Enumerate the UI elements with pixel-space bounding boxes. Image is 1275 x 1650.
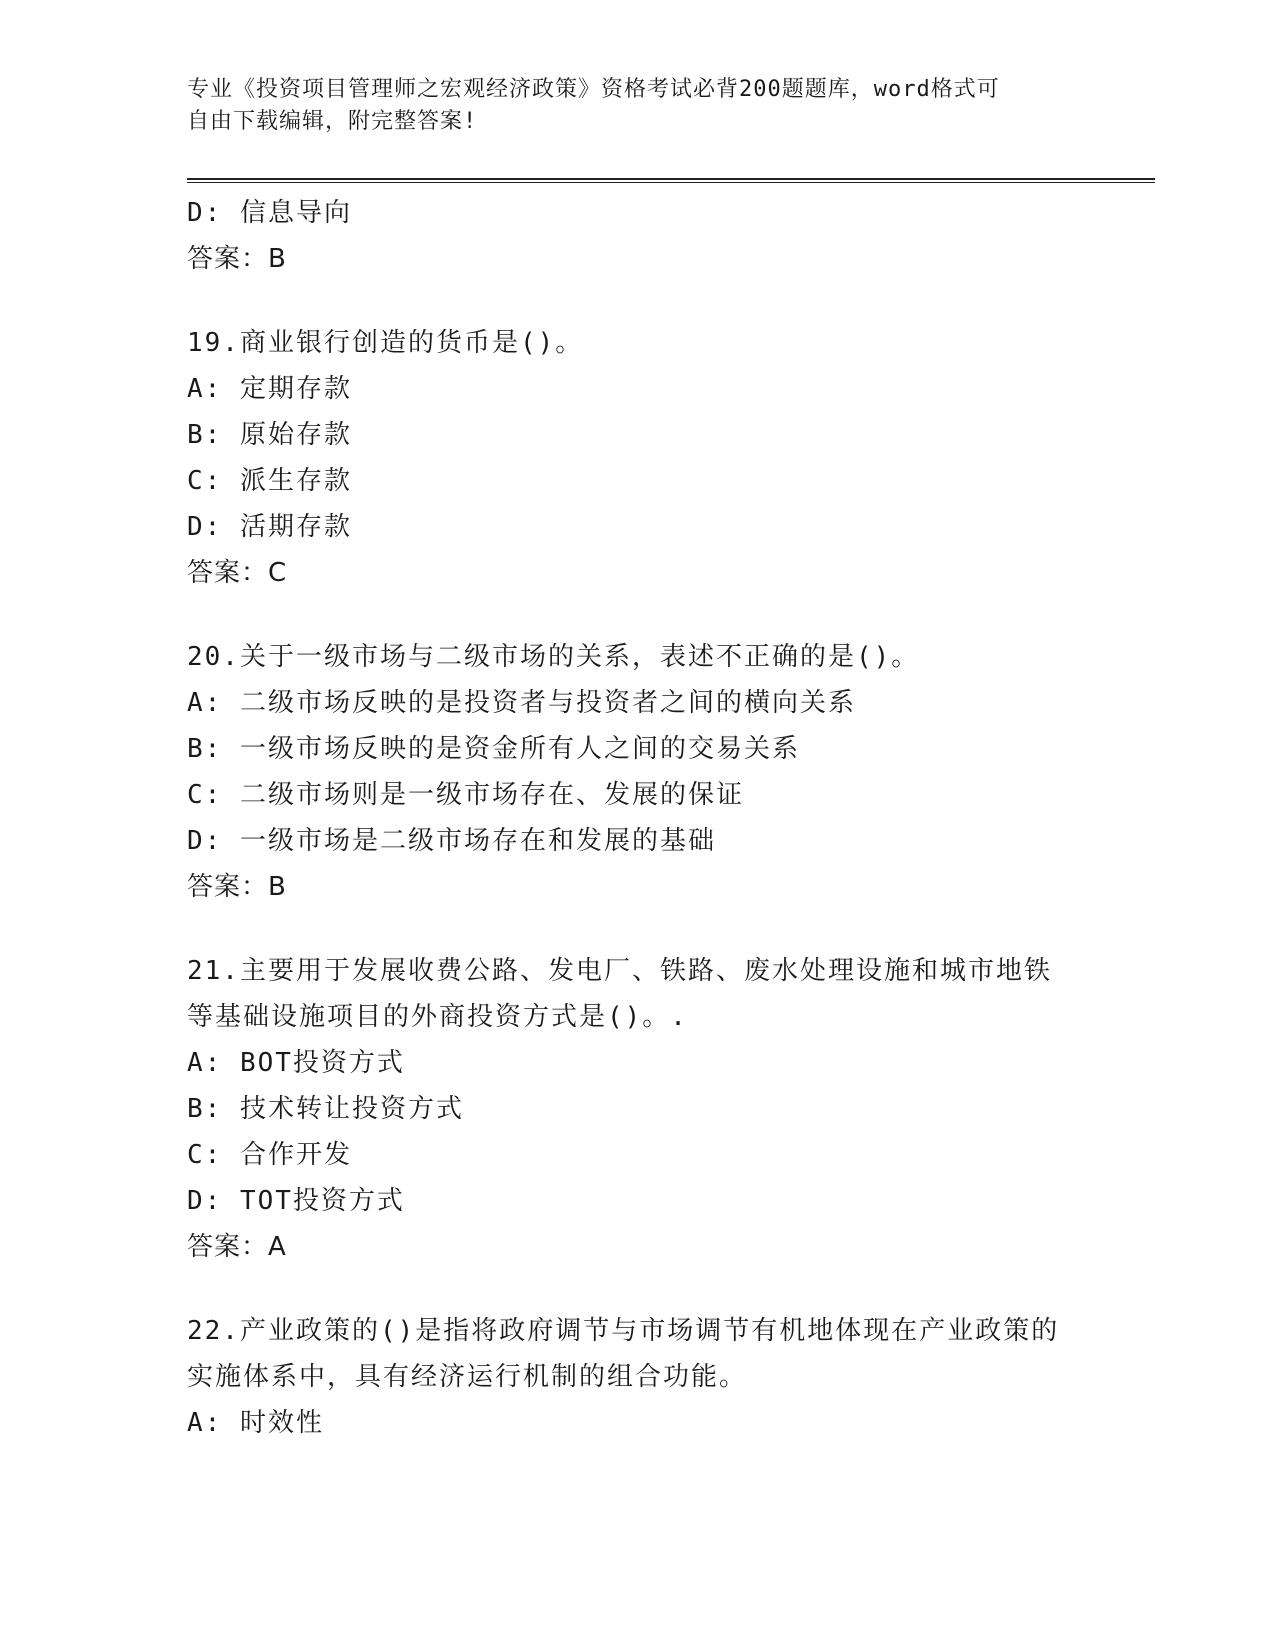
option-a: A: 时效性 bbox=[187, 1408, 324, 1438]
option-b: B: 一级市场反映的是资金所有人之间的交易关系 bbox=[187, 734, 800, 764]
question-block-21 bbox=[187, 948, 1087, 1270]
option-c: C: 二级市场则是一级市场存在、发展的保证 bbox=[187, 780, 744, 810]
header-divider bbox=[187, 178, 1155, 183]
question-stem-line-1: 21.主要用于发展收费公路、发电厂、铁路、废水处理设施和城市地铁 bbox=[187, 956, 1052, 986]
option-c: C: 合作开发 bbox=[187, 1140, 352, 1170]
question-stem-line-1: 22.产业政策的()是指将政府调节与市场调节有机地体现在产业政策的 bbox=[187, 1316, 1060, 1346]
document-body bbox=[187, 190, 1087, 1446]
question-block-19 bbox=[187, 320, 1087, 596]
option-b: B: 技术转让投资方式 bbox=[187, 1094, 464, 1124]
answer-label: 答案：B bbox=[187, 872, 287, 902]
question-stem: 19.商业银行创造的货币是()。 bbox=[187, 328, 584, 358]
option-a: A: BOT投资方式 bbox=[187, 1048, 405, 1078]
question-block-22 bbox=[187, 1308, 1087, 1446]
question-stem: 20.关于一级市场与二级市场的关系，表述不正确的是()。 bbox=[187, 642, 920, 672]
header-title-line-2: 自由下载编辑，附完整答案! bbox=[187, 109, 478, 134]
option-a: A: 二级市场反映的是投资者与投资者之间的横向关系 bbox=[187, 688, 856, 718]
question-block-20 bbox=[187, 634, 1087, 910]
option-d: D: TOT投资方式 bbox=[187, 1186, 405, 1216]
question-stem-line-2: 实施体系中，具有经济运行机制的组合功能。 bbox=[187, 1362, 748, 1392]
header-title-line-1: 专业《投资项目管理师之宏观经济政策》资格考试必背200题题库，word格式可 bbox=[187, 77, 1000, 102]
option-d: D: 信息导向 bbox=[187, 198, 352, 228]
option-d: D: 活期存款 bbox=[187, 512, 352, 542]
option-b: B: 原始存款 bbox=[187, 420, 352, 450]
answer-label: 答案：B bbox=[187, 244, 287, 274]
document-header bbox=[187, 74, 1067, 138]
answer-label: 答案：A bbox=[187, 1232, 287, 1262]
option-a: A: 定期存款 bbox=[187, 374, 352, 404]
answer-label: 答案：C bbox=[187, 558, 288, 588]
option-c: C: 派生存款 bbox=[187, 466, 352, 496]
question-stem-line-2: 等基础设施项目的外商投资方式是()。. bbox=[187, 1002, 688, 1032]
option-d: D: 一级市场是二级市场存在和发展的基础 bbox=[187, 826, 716, 856]
